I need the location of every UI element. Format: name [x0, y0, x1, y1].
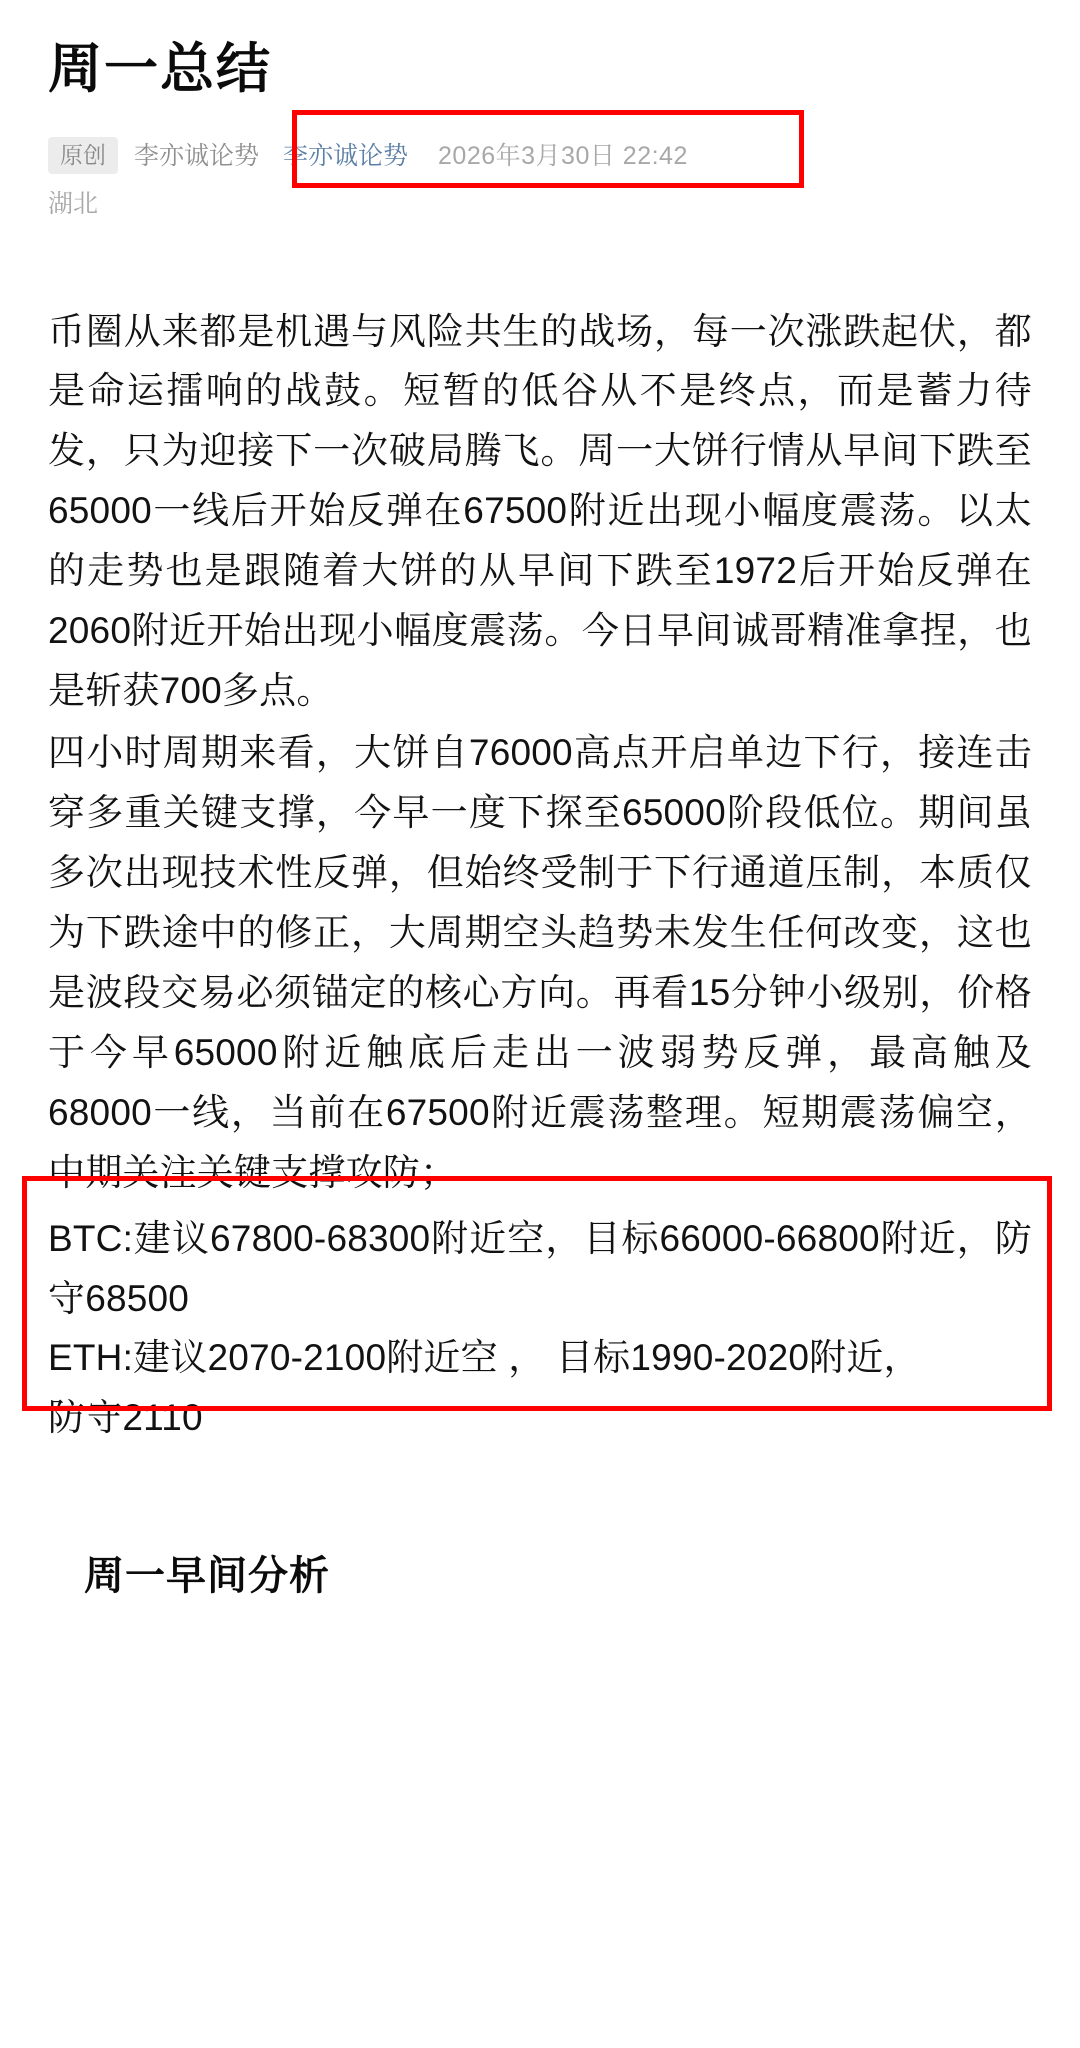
- meta-author: 李亦诚论势: [134, 141, 260, 170]
- body-paragraph-1: 币圈从来都是机遇与风险共生的战场，每一次涨跌起伏，都是命运擂响的战鼓。短暂的低谷从不是终点，而是蓄力待发，只为迎接下一次破局腾飞。周一大饼行情从早间下跌至65000一线后开始反弹在67500附近出现小幅度震荡。以太的走势也是跟随着大饼的从早间下跌至1972后开始反弹在2060附近开始出现小幅度震荡。今日早间诚哥精准拿捏，也是斩获700多点。: [48, 310, 1032, 712]
- original-badge: 原创: [48, 137, 118, 175]
- article-meta: [48, 136, 1032, 224]
- article-body: [48, 302, 1032, 1457]
- signal-line-btc: BTC:建议67800-68300附近空，目标66000-66800附近，防守68500: [48, 1217, 1032, 1319]
- body-paragraph-2: 四小时周期来看，大饼自76000高点开启单边下行，接连击穿多重关键支撑，今早一度下探至65000阶段低位。期间虽多次出现技术性反弹，但始终受制于下行通道压制，本质仅为下跌途中的修正，大周期空头趋势未发生任何改变，这也是波段交易必须锚定的核心方向。再看15分钟小级别，价格于今早65000附近触底后走出一波弱势反弹，最高触及68000一线，当前在67500附近震荡整理。短期震荡偏空，中期关注关键支撑攻防；: [48, 732, 1032, 1193]
- meta-location: 湖北: [48, 189, 99, 218]
- trade-signal-block: [48, 1207, 1032, 1457]
- signal-line-eth-stop: 防守2110: [48, 1397, 203, 1439]
- page-title: 周一总结: [48, 39, 272, 99]
- meta-account-link[interactable]: 李亦诚论势: [283, 141, 409, 170]
- meta-date: 2026年3月30日 22:42: [438, 141, 688, 170]
- signal-line-eth: ETH:建议2070-2100附近空 ， 目标1990-2020附近，: [48, 1337, 921, 1379]
- section-subtitle: 周一早间分析: [84, 1554, 330, 1599]
